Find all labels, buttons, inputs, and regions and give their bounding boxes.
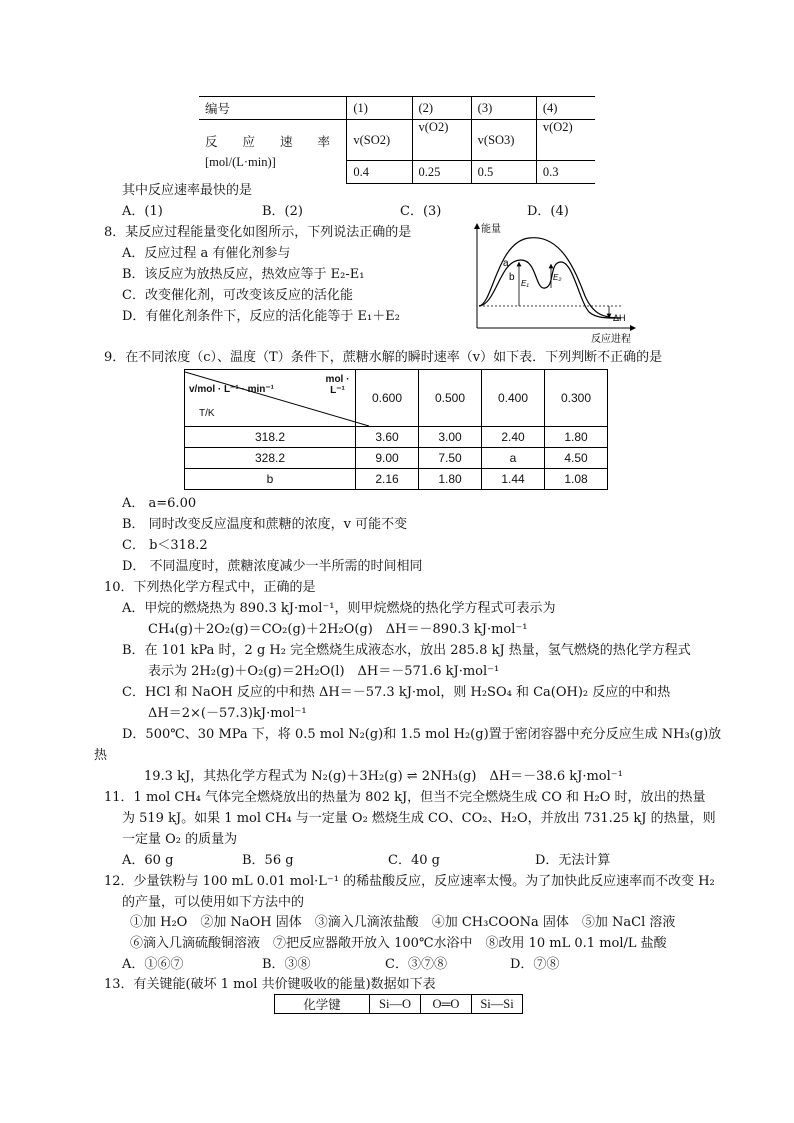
dh-label: ΔH bbox=[613, 313, 626, 323]
temp-cell: 318.2 bbox=[185, 427, 356, 448]
table-header-cell: (4) bbox=[536, 97, 595, 120]
q11-line2: 为 519 kJ。如果 1 mol CH₄ 与一定量 O₂ 燃烧生成 CO、CO₂、H₂O，并放出 731.25 kJ 的热量，则 bbox=[122, 811, 716, 826]
value-cell: 0.3 bbox=[536, 161, 595, 184]
table-header-cell: (1) bbox=[347, 97, 412, 120]
curve-a-label: a bbox=[503, 258, 509, 269]
e2-label: E₂ bbox=[553, 273, 562, 282]
q11-line1: 11．1 mol CH₄ 气体完全燃烧放出的热量为 802 kJ，但当不完全燃烧生成 CO 和 H₂O 时，放出的热量 bbox=[104, 790, 706, 805]
value-cell: 0.4 bbox=[347, 161, 412, 184]
rate-cell: 9.00 bbox=[356, 448, 419, 469]
curve-b bbox=[479, 260, 621, 318]
rate-cell: 1.08 bbox=[545, 469, 608, 490]
table-header-cell: (3) bbox=[471, 97, 536, 120]
q12-line1: 12．少量铁粉与 100 mL 0.01 mol·L⁻¹ 的稀盐酸反应，反应速率太慢。为了加快此反应速率而不改变 H₂ bbox=[104, 874, 715, 889]
q9-option-b: B． 同时改变反应温度和蔗糖的浓度，v 可能不变 bbox=[122, 517, 408, 532]
value-cell: 0.5 bbox=[471, 161, 536, 184]
q9-rate-table bbox=[184, 369, 608, 490]
rate-cell: a bbox=[482, 448, 545, 469]
rate-cell: 7.50 bbox=[419, 448, 482, 469]
energy-diagram bbox=[463, 220, 643, 345]
q7-rate-table bbox=[199, 96, 595, 184]
species-cell: v(SO2) bbox=[347, 120, 412, 161]
q10-option-a-line2: CH₄(g)＋2O₂(g)＝CO₂(g)＋2H₂O(g) ΔH＝－890.3 kJ·mol⁻¹ bbox=[148, 622, 528, 637]
q12-line2: 的产量，可以使用如下方法中的 bbox=[122, 895, 305, 910]
table-header-cell: 编号 bbox=[199, 97, 347, 120]
q12-option-d: D．⑦⑧ bbox=[510, 957, 560, 972]
q11-option-c: C．40 g bbox=[388, 853, 440, 868]
conc-header: 0.300 bbox=[545, 370, 608, 427]
table-row bbox=[185, 448, 608, 469]
table-row bbox=[185, 469, 608, 490]
q12-option-c: C．③⑦⑧ bbox=[385, 957, 447, 972]
q11-option-a: A．60 g bbox=[122, 853, 174, 868]
q13-bond-table bbox=[274, 994, 523, 1014]
q9-option-a: A． a=6.00 bbox=[122, 496, 197, 511]
y-axis-label: 能量 bbox=[481, 224, 501, 235]
species-cell: v(O2) bbox=[536, 120, 595, 161]
q8-option-b: B．该反应为放热反应，热效应等于 E₂-E₁ bbox=[122, 267, 365, 282]
q12-line4: ⑥滴入几滴硫酸铜溶液 ⑦把反应器敞开放入 100℃水浴中 ⑧改用 10 mL 0.1 mol/L 盐酸 bbox=[130, 936, 667, 951]
rate-cell: 1.80 bbox=[545, 427, 608, 448]
q10-option-c-line2: ΔH＝2×(－57.3)kJ·mol⁻¹ bbox=[148, 706, 307, 721]
rate-cell: 2.40 bbox=[482, 427, 545, 448]
rate-cell: 1.80 bbox=[419, 469, 482, 490]
corner-rate-label: v/mol · L⁻¹ · min⁻¹ bbox=[189, 384, 274, 395]
q11-option-b: B．56 g bbox=[242, 853, 294, 868]
curve-b-label: b bbox=[509, 272, 515, 283]
q10-option-c-line1: C．HCl 和 NaOH 反应的中和热 ΔH＝－57.3 kJ·mol，则 H₂SO₄ 和 Ca(OH)₂ 反应的中和热 bbox=[122, 685, 671, 700]
q10-option-d-line3: 19.3 kJ，其热化学方程式为 N₂(g)＋3H₂(g) ⇌ 2NH₃(g) ΔH＝－38.6 kJ·mol⁻¹ bbox=[144, 769, 623, 784]
q8-option-c: C．改变催化剂，可改变该反应的活化能 bbox=[122, 288, 353, 303]
corner-temp-label: T/K bbox=[199, 408, 215, 419]
corner-cell bbox=[185, 370, 356, 427]
rate-label: 反 应 速 率 bbox=[205, 134, 331, 149]
bond-header: Si—Si bbox=[472, 995, 523, 1014]
q10-option-a-line1: A．甲烷的燃烧热为 890.3 kJ·mol⁻¹，则甲烷燃烧的热化学方程式可表示为 bbox=[122, 601, 556, 616]
corner-conc-label: mol · L⁻¹ bbox=[325, 374, 350, 396]
e1-label: E₁ bbox=[521, 279, 529, 288]
rate-cell: 3.00 bbox=[419, 427, 482, 448]
q7-option-d: D．(4) bbox=[527, 204, 569, 219]
rate-row-label bbox=[199, 120, 347, 184]
x-axis-label: 反应进程 bbox=[591, 334, 631, 345]
q10-option-d-line2: 热 bbox=[94, 748, 108, 763]
q8-option-d: D．有催化剂条件下，反应的活化能等于 E₁＋E₂ bbox=[122, 309, 400, 324]
q9-stem: 9．在不同浓度（c）、温度（T）条件下，蔗糖水解的瞬时速率（v）如下表．下列判断不正确的是 bbox=[104, 350, 663, 365]
q8-option-a: A．反应过程 a 有催化剂参与 bbox=[122, 246, 291, 261]
conc-header: 0.400 bbox=[482, 370, 545, 427]
rate-cell: 3.60 bbox=[356, 427, 419, 448]
q13-stem: 13．有关键能(破坏 1 mol 共价键吸收的能量)数据如下表 bbox=[104, 977, 436, 992]
q9-option-d: D． 不同温度时，蔗糖浓度减少一半所需的时间相同 bbox=[122, 559, 423, 574]
q7-option-a: A．(1) bbox=[122, 204, 163, 219]
temp-cell: b bbox=[185, 469, 356, 490]
q12-line3: ①加 H₂O ②加 NaOH 固体 ③滴入几滴浓盐酸 ④加 CH₃COONa 固体 ⑤加 NaCl 溶液 bbox=[130, 915, 676, 930]
rate-cell: 1.44 bbox=[482, 469, 545, 490]
conc-header: 0.500 bbox=[419, 370, 482, 427]
temp-cell: 328.2 bbox=[185, 448, 356, 469]
q11-line3: 一定量 O₂ 的质量为 bbox=[122, 832, 238, 847]
q10-stem: 10．下列热化学方程式中，正确的是 bbox=[104, 580, 316, 595]
q7-option-b: B．(2) bbox=[262, 204, 303, 219]
q12-option-a: A．①⑥⑦ bbox=[122, 957, 184, 972]
rate-unit-label: [mol/(L·min)] bbox=[205, 154, 276, 169]
table-row bbox=[185, 427, 608, 448]
species-cell: v(SO3) bbox=[471, 120, 536, 161]
q11-option-d: D．无法计算 bbox=[535, 853, 611, 868]
value-cell: 0.25 bbox=[412, 161, 471, 184]
q10-option-b-line2: 表示为 2H₂(g)＋O₂(g)＝2H₂O(l) ΔH＝－571.6 kJ·mol⁻¹ bbox=[148, 664, 500, 679]
q10-option-d-line1: D．500℃、30 MPa 下，将 0.5 mol N₂(g)和 1.5 mol H₂(g)置于密闭容器中充分反应生成 NH₃(g)放 bbox=[122, 727, 722, 742]
q7-prompt: 其中反应速率最快的是 bbox=[122, 183, 253, 198]
rate-cell: 4.50 bbox=[545, 448, 608, 469]
q7-option-c: C．(3) bbox=[400, 204, 442, 219]
bond-header: Si—O bbox=[370, 995, 421, 1014]
q9-option-c: C． b＜318.2 bbox=[122, 538, 208, 553]
q12-option-b: B．③⑧ bbox=[262, 957, 311, 972]
conc-header: 0.600 bbox=[356, 370, 419, 427]
species-cell: v(O2) bbox=[412, 120, 471, 161]
table-header-cell: (2) bbox=[412, 97, 471, 120]
rate-cell: 2.16 bbox=[356, 469, 419, 490]
bond-header: O═O bbox=[421, 995, 472, 1014]
q8-stem: 8．某反应过程能量变化如图所示，下列说法正确的是 bbox=[104, 225, 412, 240]
q10-option-b-line1: B．在 101 kPa 时，2 g H₂ 完全燃烧生成液态水，放出 285.8 kJ 热量，氢气燃烧的热化学方程式 bbox=[122, 643, 691, 658]
bond-header: 化学键 bbox=[275, 995, 370, 1014]
